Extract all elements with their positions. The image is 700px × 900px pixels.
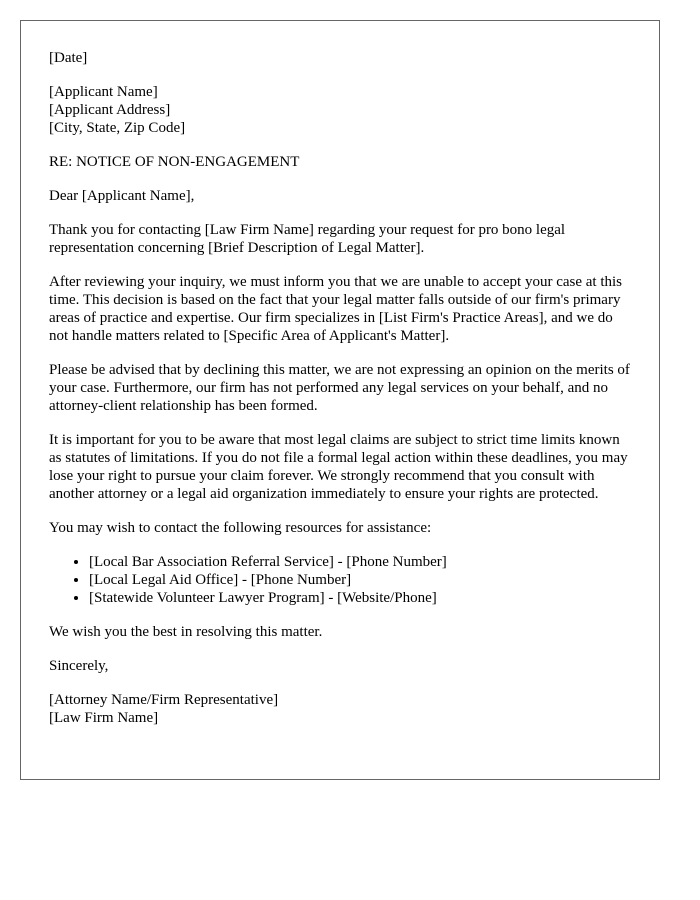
signature-representative: [Attorney Name/Firm Representative] — [49, 692, 279, 708]
letter-closing: Sincerely, — [49, 658, 109, 674]
applicant-address-block — [49, 83, 633, 137]
applicant-address: [Applicant Address] — [49, 102, 171, 118]
letter-page — [20, 20, 660, 780]
paragraph-no-opinion: Please be advised that by declining this matter, we are not expressing an opinion on the merits of your case. Furthermore, our firm has not performed any legal services on your behalf, and no attorney-client relationship has been formed. — [49, 362, 630, 414]
list-item: • [Local Bar Association Referral Service] - [Phone Number] — [89, 553, 633, 571]
resources-list — [49, 553, 633, 607]
letter-salutation: Dear [Applicant Name], — [49, 188, 195, 204]
paragraph-statute-of-limitations: It is important for you to be aware that most legal claims are subject to strict time limits known as statutes of limitations. If you do not file a formal legal action within these deadlines, you may lose your right to pursue your claim forever. We strongly recommend that you consult with another attorney or a legal aid organization immediately to ensure your rights are protected. — [49, 432, 628, 502]
signature-firm: [Law Firm Name] — [49, 710, 159, 726]
paragraph-resources-intro: You may wish to contact the following resources for assistance: — [49, 520, 432, 536]
applicant-name: [Applicant Name] — [49, 84, 158, 100]
paragraph-intro: Thank you for contacting [Law Firm Name] regarding your request for pro bono legal representation concerning [Brief Description of Legal Matter]. — [49, 222, 566, 256]
list-item: • [Statewide Volunteer Lawyer Program] - [Website/Phone] — [89, 589, 633, 607]
paragraph-decision: After reviewing your inquiry, we must inform you that we are unable to accept your case at this time. This decision is based on the fact that your legal matter falls outside of our firm's primary areas of practice and expertise. Our firm specializes in [List Firm's Practice Areas], and we do not handle matters related to [Specific Area of Applicant's Matter]. — [49, 274, 623, 344]
letter-body — [49, 49, 633, 743]
signature-block — [49, 691, 633, 727]
letter-date: [Date] — [49, 50, 88, 66]
letter-subject: RE: NOTICE OF NON-ENGAGEMENT — [49, 154, 300, 170]
applicant-city-state-zip: [City, State, Zip Code] — [49, 120, 186, 136]
closing-remark: We wish you the best in resolving this matter. — [49, 624, 323, 640]
list-item: • [Local Legal Aid Office] - [Phone Number] — [89, 571, 633, 589]
